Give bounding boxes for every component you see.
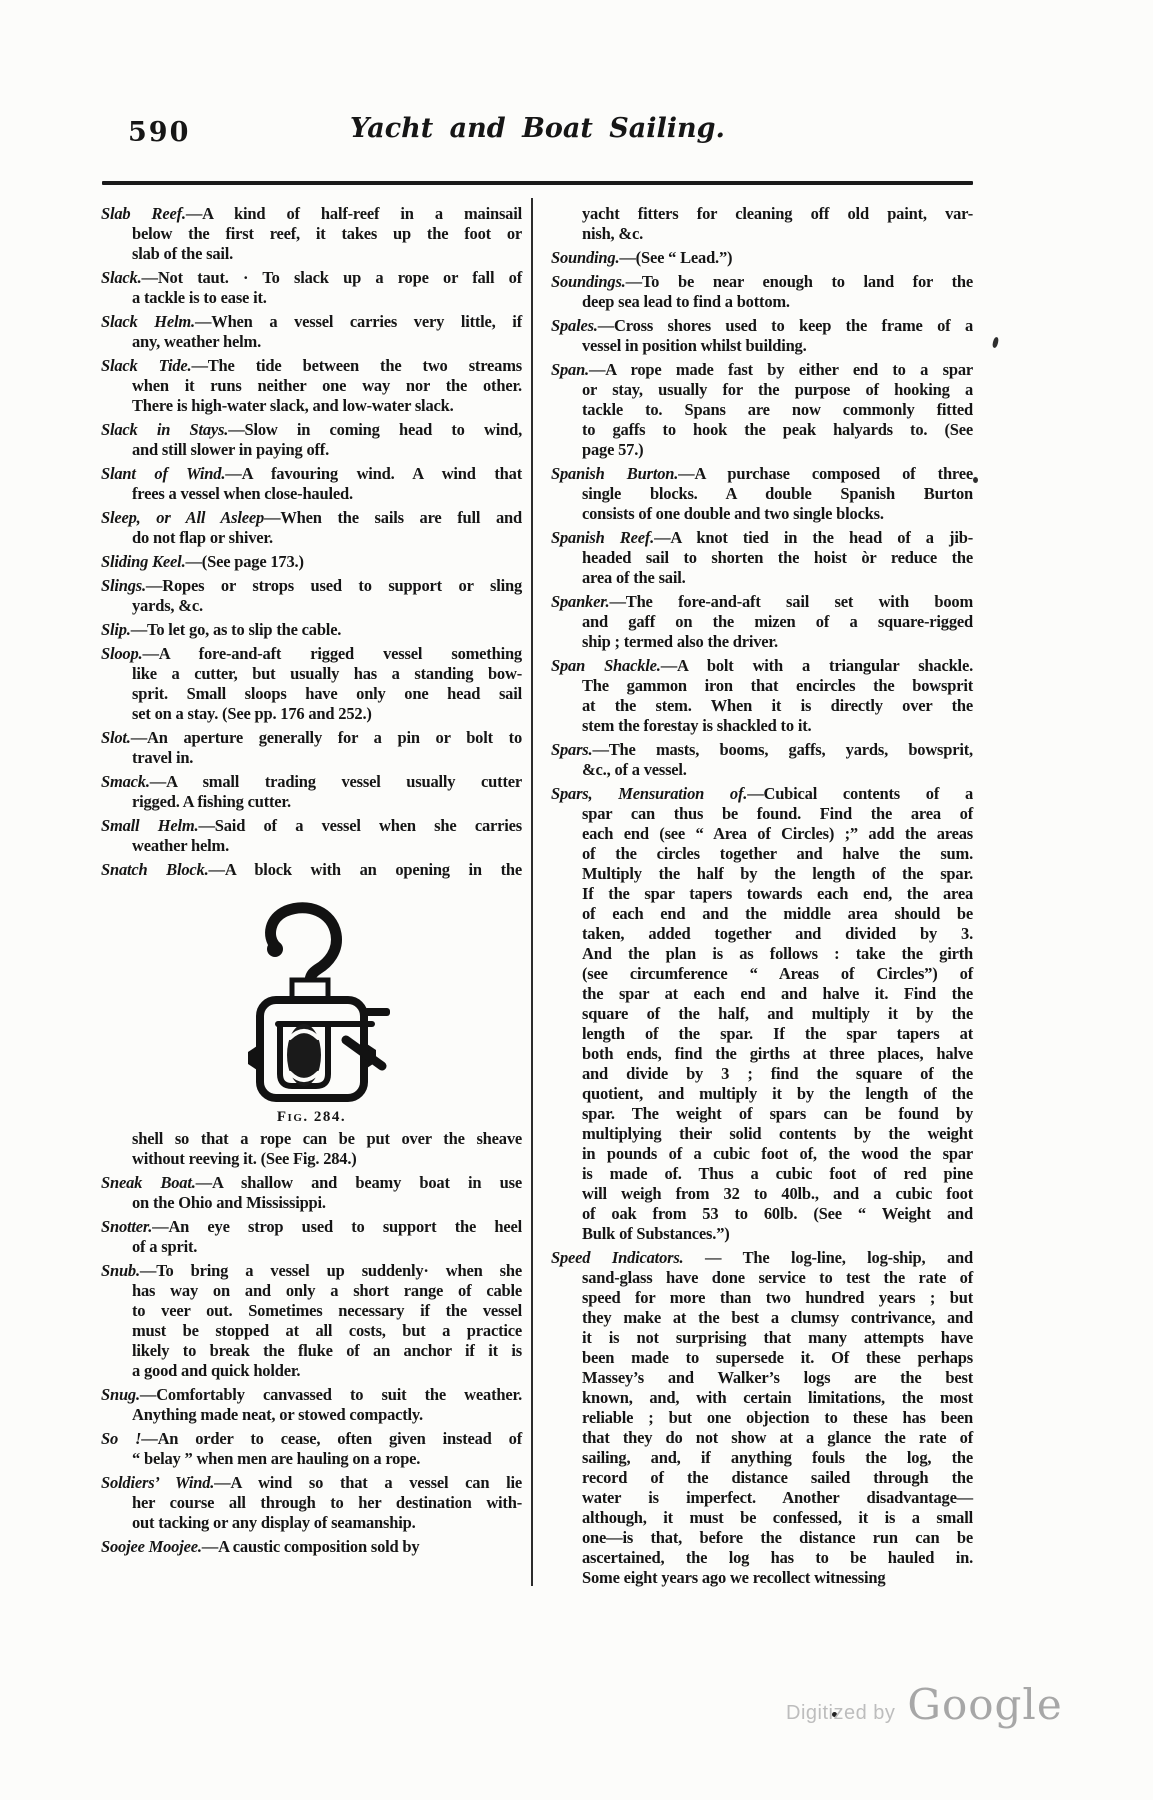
text-line: vessel in position whilst building. <box>582 336 807 355</box>
glossary-entry <box>101 312 522 352</box>
entry-term: Spanish Burton. <box>551 464 679 483</box>
glossary-entry <box>101 728 522 768</box>
glossary-entry <box>101 508 522 548</box>
entry-term: Small Helm. <box>101 816 199 835</box>
page-title: Yacht and Boat Sailing. <box>350 113 725 144</box>
text-line: each end (see “ Area of Circles) ;” add the areas <box>582 824 973 843</box>
glossary-entry <box>101 816 522 856</box>
text-line: or stay, usually for the purpose of hooking a <box>582 380 973 399</box>
text-line: on the Ohio and Mississippi. <box>132 1193 326 1212</box>
scan-artifact <box>973 477 978 483</box>
text-line: taken, added together and divided by 3. <box>582 924 973 943</box>
text-line: when it runs neither one way nor the other. <box>132 376 522 395</box>
text-line: yacht fitters for cleaning off old paint, var- <box>582 204 973 223</box>
text-line: stem the forestay is shackled to it. <box>582 716 812 735</box>
text-line: Snotter.—An eye strop used to support the heel <box>101 1217 522 1236</box>
text-line: of the circles together and halve the sum. <box>582 844 973 863</box>
text-line: frees a vessel when close-hauled. <box>132 484 353 503</box>
text-line: both ends, find the girths at three places, halve <box>582 1044 973 1063</box>
text-line: speed for more than two hundred years ; but <box>582 1288 973 1307</box>
glossary-entry <box>551 740 973 780</box>
entry-term: Span Shackle. <box>551 656 661 675</box>
page-number: 590 <box>128 117 191 148</box>
text-line: &c., of a vessel. <box>582 760 687 779</box>
text-line: one—is that, before the distance run can be <box>582 1528 973 1547</box>
text-line: area of the sail. <box>582 568 686 587</box>
column-left <box>101 204 522 1557</box>
text-line: Snatch Block.—A block with an opening in the <box>101 860 522 879</box>
text-line: spar. The weight of spars can be found by <box>582 1104 973 1123</box>
text-line: slab of the sail. <box>132 244 234 263</box>
entry-term: Sloop. <box>101 644 143 663</box>
glossary-entry <box>101 1385 522 1425</box>
text-line: without reeving it. (See Fig. 284.) <box>132 1149 357 1168</box>
text-line: The gammon iron that encircles the bowsprit <box>582 676 973 695</box>
entry-term: Soojee Moojee. <box>101 1537 202 1556</box>
glossary-entry <box>101 356 522 416</box>
entry-term: Slab Reef. <box>101 204 186 223</box>
text-line: Spanish Burton.—A purchase composed of three <box>551 464 973 483</box>
text-line: square of the half, and multiply it by the <box>582 1004 973 1023</box>
text-line: and divide by 3 ; find the square of the <box>582 1064 973 1083</box>
entry-term: Slip. <box>101 620 131 639</box>
text-line: Slings.—Ropes or strops used to support or sling <box>101 576 522 595</box>
text-line: So !—An order to cease, often given instead of <box>101 1429 522 1448</box>
glossary-entry <box>101 576 522 616</box>
text-line: Anything made neat, or stowed compactly. <box>132 1405 423 1424</box>
text-line: consists of one double and two single blocks. <box>582 504 884 523</box>
scan-artifact <box>992 337 1000 349</box>
entry-term: Slant of Wind. <box>101 464 226 483</box>
text-line: Slant of Wind.—A favouring wind. A wind that <box>101 464 522 483</box>
text-line: Soojee Moojee.—A caustic composition sold by <box>101 1537 420 1556</box>
glossary-entry <box>101 860 522 1169</box>
text-line: and still slower in paying off. <box>132 440 330 459</box>
text-line: shell so that a rope can be put over the sheave <box>132 1129 522 1148</box>
text-line: Slack Tide.—The tide between the two streams <box>101 356 522 375</box>
text-line: Spanker.—The fore-and-aft sail set with boom <box>551 592 973 611</box>
column-right <box>551 204 973 1588</box>
figure-caption: Fig. 284. <box>276 1109 347 1125</box>
entry-term: Snub. <box>101 1261 140 1280</box>
text-line: of each end and the middle area should be <box>582 904 973 923</box>
entry-term: Sounding. <box>551 248 620 267</box>
text-line: likely to break the fluke of an anchor if it is <box>132 1341 522 1360</box>
text-line: (see circumference “ Areas of Circles”) of <box>582 964 973 983</box>
text-line: Soundings.—To be near enough to land for the <box>551 272 973 291</box>
text-line: Slack.—Not taut. · To slack up a rope or fall of <box>101 268 522 287</box>
glossary-entry <box>101 1429 522 1469</box>
glossary-entry <box>101 420 522 460</box>
entry-term: Slack Helm. <box>101 312 195 331</box>
text-line: Span Shackle.—A bolt with a triangular shackle. <box>551 656 973 675</box>
glossary-entry <box>551 592 973 652</box>
text-line: Multiply the half by the length of the spar. <box>582 864 973 883</box>
text-line: do not flap or shiver. <box>132 528 273 547</box>
glossary-entry <box>101 1173 522 1213</box>
text-line: like a cutter, but usually has a standing bow- <box>132 664 522 683</box>
entry-term: Smack. <box>101 772 150 791</box>
entry-term: Spanish Reef. <box>551 528 655 547</box>
header-rule <box>102 181 973 185</box>
text-line: it is not surprising that many attempts have <box>582 1328 973 1347</box>
text-line: and gaff on the mizen of a square-rigged <box>582 612 973 631</box>
text-line: Sounding.—(See “ Lead.”) <box>551 248 733 267</box>
text-line: her course all through to her destination with- <box>132 1493 522 1512</box>
glossary-entry <box>101 1217 522 1257</box>
text-line: Sleep, or All Asleep—When the sails are full and <box>101 508 523 527</box>
glossary-entry <box>101 1261 522 1381</box>
entry-term: Spales. <box>551 316 598 335</box>
glossary-entry <box>551 316 973 356</box>
glossary-entry <box>551 528 973 588</box>
text-line: page 57.) <box>582 440 644 459</box>
text-line: record of the distance sailed through the <box>582 1468 973 1487</box>
entry-term: Snug. <box>101 1385 140 1404</box>
text-line: length of the spar. If the spar tapers at <box>582 1024 973 1043</box>
text-line: nish, &c. <box>582 224 644 243</box>
glossary-entry <box>101 464 522 504</box>
text-line: although, it must be confessed, it is a small <box>582 1508 973 1527</box>
text-line: reliable ; but one objection to these has been <box>582 1408 973 1427</box>
text-line: There is high-water slack, and low-water slack. <box>132 396 454 415</box>
entry-term: Sleep, or All Asleep <box>101 508 265 527</box>
text-line: in pounds of a cubic foot of, the wood the spar <box>582 1144 973 1163</box>
text-line: water is imperfect. Another disadvantage— <box>582 1488 973 1507</box>
entry-term: Snotter. <box>101 1217 153 1236</box>
text-line: Sloop.—A fore-and-aft rigged vessel something <box>101 644 522 663</box>
text-line: to gaffs to hook the peak halyards to. (See <box>582 420 973 439</box>
glossary-entry <box>551 656 973 736</box>
text-line: will weigh from 32 to 40lb., and a cubic foot <box>582 1184 973 1203</box>
entry-term: Slack. <box>101 268 142 287</box>
glossary-entry <box>101 620 522 640</box>
glossary-entry <box>101 204 522 264</box>
text-line: that they do not show at a glance the rate of <box>582 1428 973 1447</box>
entry-term: So ! <box>101 1429 142 1448</box>
text-line: Snug.—Comfortably canvassed to suit the weather. <box>101 1385 522 1404</box>
glossary-entry <box>551 248 973 268</box>
text-line: Slip.—To let go, as to slip the cable. <box>101 620 342 639</box>
glossary-entry <box>101 1473 522 1533</box>
entry-term: Slack in Stays. <box>101 420 229 439</box>
text-line: Slack Helm.—When a vessel carries very little, if <box>101 312 522 331</box>
text-line: headed sail to shorten the hoist òr reduce the <box>582 548 973 567</box>
entry-term: Snatch Block. <box>101 860 209 879</box>
entry-term: Slot. <box>101 728 131 747</box>
glossary-entry <box>551 1248 973 1588</box>
text-line: sand-glass have done service to test the rate of <box>582 1268 973 1287</box>
text-line: any, weather helm. <box>132 332 262 351</box>
text-line: spar can thus be found. Find the area of <box>582 804 973 823</box>
google-logo: Google <box>907 1680 1063 1729</box>
text-line: they make at the best a clumsy contrivance, and <box>582 1308 973 1327</box>
text-line: tackle to. Spans are now commonly fitted <box>582 400 973 419</box>
glossary-entry <box>101 268 522 308</box>
text-line: Slack in Stays.—Slow in coming head to wind, <box>101 420 522 439</box>
text-line: the spar at each end and halve it. Find the <box>582 984 973 1003</box>
text-line: Span.—A rope made fast by either end to a spar <box>551 360 973 379</box>
text-line: of oak from 53 to 60lb. (See “ Weight and <box>582 1204 973 1223</box>
text-line: Snub.—To bring a vessel up suddenly· when she <box>101 1261 522 1280</box>
glossary-entry <box>551 272 973 312</box>
text-line: multiplying their solid contents by the weight <box>582 1124 973 1143</box>
text-line: sprit. Small sloops have only one head sail <box>132 684 522 703</box>
text-line: Slot.—An aperture generally for a pin or bolt to <box>101 728 522 747</box>
text-line: below the first reef, it takes up the foot or <box>132 224 522 243</box>
text-line: out tacking or any display of seamanship. <box>132 1513 416 1532</box>
text-line: yards, &c. <box>132 596 203 615</box>
text-line: known, and, with certain limitations, the most <box>582 1388 973 1407</box>
text-line: Slab Reef.—A kind of half-reef in a mainsail <box>101 204 522 223</box>
text-line: weather helm. <box>132 836 229 855</box>
text-line: Bulk of Substances.”) <box>582 1224 730 1243</box>
text-line: Soldiers’ Wind.—A wind so that a vessel can lie <box>101 1473 522 1492</box>
text-line: Massey’s and Walker’s logs are the best <box>582 1368 973 1387</box>
text-line: If the spar tapers towards each end, the area <box>582 884 973 903</box>
text-line: Spars.—The masts, booms, gaffs, yards, bowsprit, <box>551 740 973 759</box>
text-line: Sneak Boat.—A shallow and beamy boat in use <box>101 1173 522 1192</box>
entry-term: Sliding Keel. <box>101 552 186 571</box>
glossary-entry <box>101 772 522 812</box>
text-line: of a sprit. <box>132 1237 198 1256</box>
text-line: “ belay ” when men are hauling on a rope. <box>132 1449 421 1468</box>
watermark <box>786 1680 1063 1729</box>
column-divider <box>531 198 533 1586</box>
text-line: quotient, and multiply it by the length of the <box>582 1084 973 1103</box>
text-line: And the plan is as follows : take the girth <box>582 944 973 963</box>
entry-term: Soldiers’ Wind. <box>101 1473 215 1492</box>
text-line: a tackle is to ease it. <box>132 288 267 307</box>
entry-term: Slings. <box>101 576 146 595</box>
entry-term: Slack Tide. <box>101 356 192 375</box>
text-line: Spanish Reef.—A knot tied in the head of a jib- <box>551 528 973 547</box>
text-line: is made of. Thus a cubic foot of red pine <box>582 1164 973 1183</box>
text-line: must be stopped at all costs, but a practice <box>132 1321 522 1340</box>
glossary-entry <box>101 552 522 572</box>
figure-snatch-block <box>101 892 522 1127</box>
entry-term: Spanker. <box>551 592 610 611</box>
glossary-entry <box>551 464 973 524</box>
text-line: sailing, and, if anything fouls the log, the <box>582 1448 973 1467</box>
entry-term: Spars, Mensuration of. <box>551 784 748 803</box>
text-line: Sliding Keel.—(See page 173.) <box>101 552 304 571</box>
entry-term: Soundings. <box>551 272 626 291</box>
snatch-block-illustration <box>224 892 399 1104</box>
glossary-entry <box>551 784 973 1244</box>
text-line: a good and quick holder. <box>132 1361 301 1380</box>
entry-term: Speed Indicators. <box>551 1248 684 1267</box>
entry-term: Sneak Boat. <box>101 1173 196 1192</box>
text-line: travel in. <box>132 748 194 767</box>
text-line: to veer out. Sometimes necessary if the vessel <box>132 1301 522 1320</box>
text-line: at the stem. When it is directly over the <box>582 696 973 715</box>
text-line: has way on and only a short range of cable <box>132 1281 522 1300</box>
text-line: rigged. A fishing cutter. <box>132 792 291 811</box>
glossary-entry <box>101 644 522 724</box>
text-line: Some eight years ago we recollect witnessing <box>582 1568 886 1587</box>
text-line: deep sea lead to find a bottom. <box>582 292 790 311</box>
text-line: Spales.—Cross shores used to keep the frame of a <box>551 316 973 335</box>
glossary-entry <box>101 1537 522 1557</box>
glossary-entry <box>551 360 973 460</box>
text-line: ascertained, the log has to be hauled in. <box>582 1548 973 1567</box>
text-line: single blocks. A double Spanish Burton <box>582 484 973 503</box>
entry-term: Spars. <box>551 740 593 759</box>
glossary-entry <box>551 204 973 244</box>
text-line: Smack.—A small trading vessel usually cutter <box>101 772 522 791</box>
entry-term: Span. <box>551 360 589 379</box>
text-line: ship ; termed also the driver. <box>582 632 778 651</box>
text-line: been made to supersede it. Of these perhaps <box>582 1348 973 1367</box>
text-line: Spars, Mensuration of.—Cubical contents of a <box>551 784 973 803</box>
text-line: Speed Indicators. — The log-line, log-ship, and <box>551 1248 973 1267</box>
watermark-digitized-by: Digitized by <box>786 1702 896 1724</box>
text-line: Small Helm.—Said of a vessel when she carries <box>101 816 522 835</box>
text-line: set on a stay. (See pp. 176 and 252.) <box>132 704 372 723</box>
